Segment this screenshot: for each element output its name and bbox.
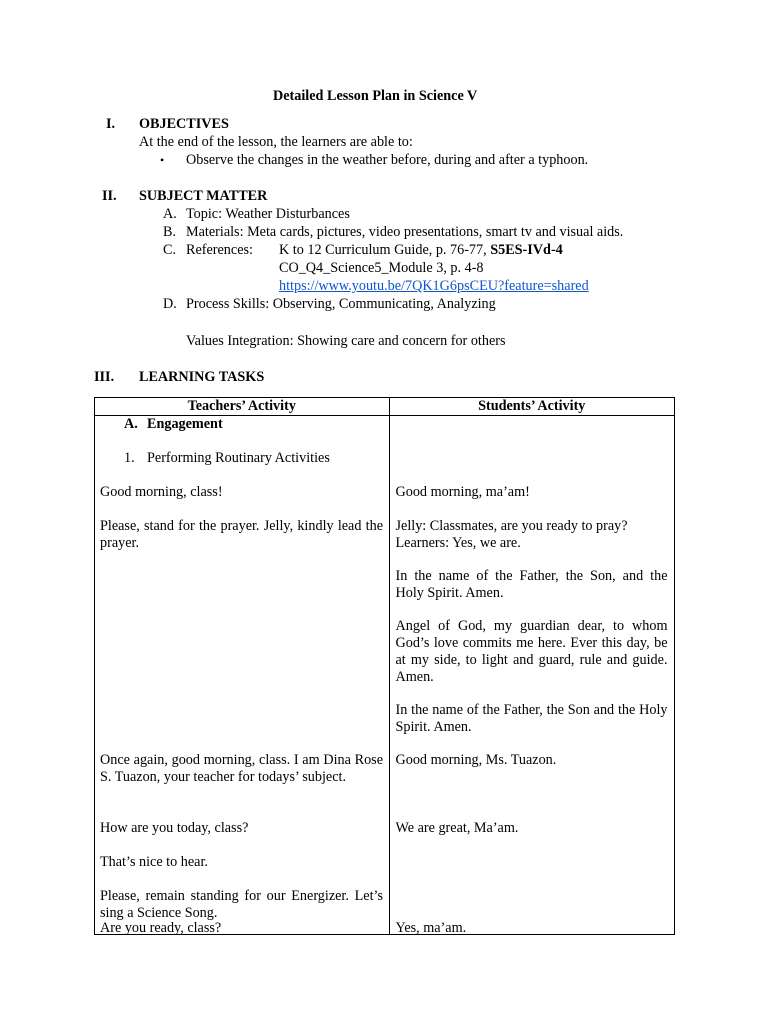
- teacher-line: How are you today, class?: [100, 820, 249, 836]
- teacher-line: Are you ready, class?: [100, 920, 222, 936]
- teacher-line: Please, remain standing for our Energizer. Let’s sing a Science Song.: [100, 888, 383, 921]
- learning-tasks-table: [94, 397, 675, 935]
- teacher-line: Good morning, class!: [100, 484, 223, 500]
- references-marker: C.: [163, 242, 177, 258]
- student-line: In the name of the Father, the Son and the Holy Spirit. Amen.: [395, 702, 668, 735]
- student-line: Jelly: Classmates, are you ready to pray?: [395, 518, 628, 534]
- learning-tasks-heading: LEARNING TASKS: [139, 369, 265, 385]
- teacher-line: Please, stand for the prayer. Jelly, kindly lead the prayer.: [100, 518, 383, 551]
- materials-marker: B.: [163, 224, 177, 240]
- materials-text: Materials: Meta cards, pictures, video presentations, smart tv and visual aids.: [186, 224, 624, 240]
- learning-tasks-numeral: III.: [94, 369, 115, 385]
- topic-marker: A.: [163, 206, 177, 222]
- student-line: Angel of God, my guardian dear, to whom God’s love commits me here. Ever this day, be at my side, to light and guard, rule and guide. Amen.: [395, 618, 668, 685]
- students-activity-cell: [389, 416, 675, 935]
- routine-heading: Performing Routinary Activities: [147, 450, 330, 466]
- process-skills-text: Process Skills: Observing, Communicating, Analyzing: [186, 296, 496, 312]
- objective-item: Observe the changes in the weather before, during and after a typhoon.: [186, 152, 589, 168]
- teacher-line: That’s nice to hear.: [100, 854, 208, 870]
- subject-matter-heading: SUBJECT MATTER: [139, 188, 268, 204]
- student-line: Learners: Yes, we are.: [395, 535, 521, 551]
- students-activity-header: Students’ Activity: [389, 398, 675, 416]
- reference-curriculum-text: K to 12 Curriculum Guide, p. 76-77,: [279, 242, 491, 258]
- reference-curriculum-guide: [279, 242, 563, 259]
- teacher-line: Once again, good morning, class. I am Dina Rose S. Tuazon, your teacher for todays’ subject.: [100, 752, 383, 785]
- table-header-row: [95, 398, 675, 416]
- references-label: References:: [186, 242, 253, 258]
- engagement-marker: A.: [124, 416, 138, 432]
- teachers-activity-cell: [95, 416, 390, 935]
- table-row: [95, 416, 675, 935]
- subject-matter-numeral: II.: [102, 188, 117, 204]
- reference-module: CO_Q4_Science5_Module 3, p. 4-8: [279, 260, 484, 276]
- routine-marker: 1.: [124, 450, 135, 466]
- topic-text: Topic: Weather Disturbances: [186, 206, 350, 222]
- reference-video-link[interactable]: https://www.youtu.be/7QK1G6psCEU?feature=shared: [279, 278, 589, 294]
- student-line: Good morning, ma’am!: [395, 484, 530, 500]
- student-line: Good morning, Ms. Tuazon.: [395, 752, 557, 768]
- student-line: Yes, ma’am.: [395, 920, 467, 936]
- objectives-heading: OBJECTIVES: [139, 116, 229, 132]
- student-line: In the name of the Father, the Son, and the Holy Spirit. Amen.: [395, 568, 668, 601]
- values-integration-text: Values Integration: Showing care and concern for others: [186, 333, 506, 349]
- bullet-icon: •: [160, 153, 165, 167]
- student-line: We are great, Ma’am.: [395, 820, 519, 836]
- objectives-intro: At the end of the lesson, the learners are able to:: [139, 134, 413, 150]
- teachers-activity-header: Teachers’ Activity: [95, 398, 390, 416]
- objectives-numeral: I.: [106, 116, 116, 132]
- engagement-heading: Engagement: [147, 416, 223, 432]
- process-marker: D.: [163, 296, 177, 312]
- document-title: Detailed Lesson Plan in Science V: [273, 88, 478, 104]
- reference-code: S5ES-IVd-4: [490, 242, 563, 258]
